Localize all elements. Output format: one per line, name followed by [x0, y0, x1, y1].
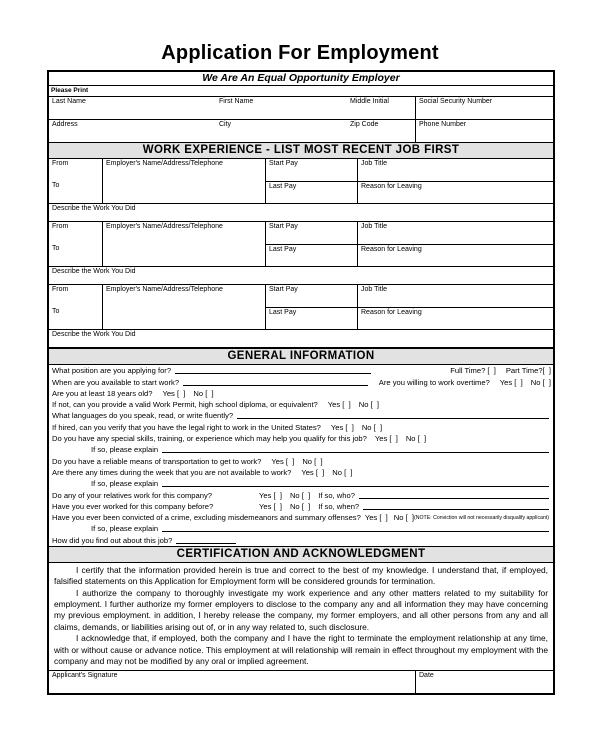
job2-job-title-field[interactable] — [358, 222, 553, 244]
application-form — [47, 70, 555, 695]
legal-yes-checkbox[interactable]: Yes [ ] — [330, 422, 354, 432]
first-name-label: First Name — [219, 98, 254, 105]
overtime-question: Are you willing to work overtime? — [378, 377, 490, 387]
full-time-checkbox[interactable]: Full Time? [ ] — [450, 366, 496, 376]
convicted-line — [49, 512, 553, 523]
job1-describe-field[interactable] — [49, 203, 553, 222]
age-line — [49, 388, 553, 399]
relatives-who-answer-line[interactable] — [359, 497, 549, 499]
job1-pay-column — [265, 159, 357, 203]
last-name-field[interactable] — [49, 97, 219, 119]
job3-dates-field[interactable] — [49, 285, 102, 329]
applicant-signature-field[interactable] — [49, 671, 415, 693]
find-out-question: How did you find out about this job? — [52, 535, 173, 545]
transportation-line — [49, 455, 553, 466]
job1-reason-field[interactable] — [358, 181, 553, 203]
applicant-signature-label: Applicant's Signature — [52, 672, 118, 680]
part-time-checkbox[interactable]: Part Time?[ ] — [505, 366, 551, 376]
name-row — [49, 97, 553, 119]
signature-row — [49, 670, 553, 693]
transport-yes-checkbox[interactable]: Yes [ ] — [271, 456, 295, 466]
date-label: Date — [419, 672, 434, 680]
availability-yes-checkbox[interactable]: Yes [ ] — [301, 467, 325, 477]
skills-explain-answer-line[interactable] — [162, 451, 549, 453]
convicted-explain-line — [49, 523, 553, 534]
work-permit-question: If not, can you provide a valid Work Permit, high school diploma, or equivalent? — [52, 400, 318, 410]
last-pay-label: Last Pay — [269, 246, 297, 253]
to-label: To — [52, 245, 60, 252]
availability-no-checkbox[interactable]: No [ ] — [332, 467, 353, 477]
availability-explain-answer-line[interactable] — [162, 485, 549, 487]
skills-yes-checkbox[interactable]: Yes [ ] — [374, 434, 398, 444]
job-title-label: Job Title — [361, 160, 388, 167]
address-label: Address — [52, 121, 78, 128]
worked-before-question: Have you ever worked for this company before? — [52, 501, 214, 511]
find-out-answer-line[interactable] — [176, 542, 236, 544]
middle-initial-field[interactable] — [350, 97, 415, 119]
conviction-note: (NOTE: Conviction will not necessarily disqualify applicant) — [414, 515, 549, 522]
explain-label: If so, please explain — [91, 479, 159, 489]
address-row — [49, 119, 553, 142]
skills-explain-line — [49, 444, 553, 455]
address-field[interactable] — [49, 120, 219, 142]
start-pay-label: Start Pay — [269, 160, 298, 167]
start-pay-label: Start Pay — [269, 286, 298, 293]
legal-right-line — [49, 421, 553, 432]
equal-opportunity-banner: We Are An Equal Opportunity Employer — [49, 72, 553, 86]
last-pay-label: Last Pay — [269, 309, 297, 316]
describe-label: Describe the Work You Did — [52, 331, 136, 338]
job2-employer-field[interactable] — [102, 222, 265, 266]
age-question: Are you at least 18 years old? — [52, 388, 153, 398]
job3-last-pay-field[interactable] — [266, 307, 357, 329]
job3-describe-field[interactable] — [49, 329, 553, 348]
job-block-1 — [49, 159, 553, 203]
job3-title-column — [357, 285, 553, 329]
city-label: City — [219, 121, 232, 128]
transport-no-checkbox[interactable]: No [ ] — [302, 456, 323, 466]
relatives-no-checkbox[interactable]: No [ ] — [289, 490, 311, 500]
job2-title-column — [357, 222, 553, 266]
legal-right-question: If hired, can you verify that you have the legal right to work in the United States? — [52, 422, 321, 432]
relatives-line — [49, 489, 553, 500]
job3-reason-field[interactable] — [358, 307, 553, 329]
relatives-who-label: If so, who? — [318, 490, 355, 500]
work-permit-line — [49, 399, 553, 410]
phone-field[interactable] — [415, 120, 553, 142]
job2-last-pay-field[interactable] — [266, 244, 357, 266]
start-work-answer-line[interactable] — [183, 384, 368, 386]
job2-describe-field[interactable] — [49, 266, 553, 285]
before-when-answer-line[interactable] — [363, 508, 549, 510]
middle-initial-label: Middle Initial — [350, 98, 389, 105]
job3-job-title-field[interactable] — [358, 285, 553, 307]
city-field[interactable] — [219, 120, 350, 142]
permit-yes-checkbox[interactable]: Yes [ ] — [327, 400, 351, 410]
from-label: From — [52, 223, 69, 230]
explain-label: If so, please explain — [91, 524, 159, 534]
job1-title-column — [357, 159, 553, 203]
job2-dates-field[interactable] — [49, 222, 102, 266]
job-title-label: Job Title — [361, 223, 388, 230]
job1-start-pay-field[interactable] — [266, 159, 357, 181]
employer-label: Employer's Name/Address/Telephone — [106, 160, 223, 167]
job2-pay-column — [265, 222, 357, 266]
languages-question: What languages do you speak, read, or write fluently? — [52, 411, 234, 421]
ssn-label: Social Security Number — [419, 98, 493, 105]
last-pay-label: Last Pay — [269, 183, 297, 190]
job2-reason-field[interactable] — [358, 244, 553, 266]
ssn-field[interactable] — [415, 97, 553, 119]
relatives-yes-checkbox[interactable]: Yes [ ] — [259, 490, 282, 500]
skills-question: Do you have any special skills, training, or experience which may help you qualify for this job? — [52, 434, 367, 444]
certification-section — [49, 563, 553, 671]
to-label: To — [52, 182, 60, 189]
age-yes-checkbox[interactable]: Yes [ ] — [162, 388, 186, 398]
page-title: Application For Employment — [161, 42, 439, 64]
job1-job-title-field[interactable] — [358, 159, 553, 181]
job1-last-pay-field[interactable] — [266, 181, 357, 203]
before-no-checkbox[interactable]: No [ ] — [289, 501, 311, 511]
general-information-header: GENERAL INFORMATION — [49, 348, 553, 365]
job3-pay-column — [265, 285, 357, 329]
overtime-yes-checkbox[interactable]: Yes [ ] — [499, 377, 523, 387]
reason-label: Reason for Leaving — [361, 246, 422, 253]
availability-question: Are there any times during the week that you are not available to work? — [52, 467, 292, 477]
reason-label: Reason for Leaving — [361, 183, 422, 190]
legal-no-checkbox[interactable]: No [ ] — [361, 422, 383, 432]
general-information-section — [49, 365, 553, 546]
job1-dates-field[interactable] — [49, 159, 102, 203]
describe-label: Describe the Work You Did — [52, 205, 136, 212]
permit-no-checkbox[interactable]: No [ ] — [358, 400, 379, 410]
from-label: From — [52, 160, 69, 167]
to-label: To — [52, 308, 60, 315]
position-answer-line[interactable] — [175, 372, 371, 374]
skills-no-checkbox[interactable]: No [ ] — [405, 434, 427, 444]
certification-header: CERTIFICATION AND ACKNOWLEDGMENT — [49, 546, 553, 563]
availability-line — [49, 467, 553, 478]
transportation-question: Do you have a reliable means of transportation to get to work? — [52, 456, 262, 466]
zip-field[interactable] — [350, 120, 415, 142]
date-field[interactable] — [415, 671, 553, 693]
reason-label: Reason for Leaving — [361, 309, 422, 316]
worked-before-line — [49, 501, 553, 512]
before-yes-checkbox[interactable]: Yes [ ] — [259, 501, 282, 511]
convicted-question: Have you ever been convicted of a crime, excluding misdemeanors and summary offenses? — [52, 513, 361, 523]
languages-line — [49, 410, 553, 421]
relatives-question: Do any of your relatives work for this company? — [52, 490, 212, 500]
job1-employer-field[interactable] — [102, 159, 265, 203]
start-work-question: When are you available to start work? — [52, 377, 180, 387]
overtime-no-checkbox[interactable]: No [ ] — [530, 377, 551, 387]
certification-paragraph-1: I certify that the information provided herein is true and correct to the best of my knowledge. I understand that, if employed, falsified statements on this Application for Employment form will be considered grounds for termination. — [54, 564, 548, 587]
work-experience-header: WORK EXPERIENCE - LIST MOST RECENT JOB FIRST — [49, 142, 553, 159]
position-question: What position are you applying for? — [52, 366, 172, 376]
explain-label: If so, please explain — [91, 445, 159, 455]
job-block-2 — [49, 222, 553, 266]
last-name-label: Last Name — [52, 98, 86, 105]
certification-paragraph-3: I acknowledge that, if employed, both the company and I have the right to terminate the employment relationship at any time, with or without cause or advance notice. This employment at will relationship will remain in effect throughout my employment with the company and may not be modified by any oral or implied agreement. — [54, 633, 548, 666]
job-title-label: Job Title — [361, 286, 388, 293]
skills-line — [49, 433, 553, 444]
convicted-yes-checkbox[interactable]: Yes [ ] — [364, 513, 388, 523]
from-label: From — [52, 286, 69, 293]
position-line — [49, 365, 553, 376]
describe-label: Describe the Work You Did — [52, 268, 136, 275]
employer-label: Employer's Name/Address/Telephone — [106, 286, 223, 293]
first-name-field[interactable] — [219, 97, 350, 119]
languages-answer-line[interactable] — [237, 417, 549, 419]
please-print-label: Please Print — [49, 86, 553, 97]
phone-label: Phone Number — [419, 121, 467, 128]
job-block-3 — [49, 285, 553, 329]
start-work-line — [49, 376, 553, 387]
job3-employer-field[interactable] — [102, 285, 265, 329]
start-pay-label: Start Pay — [269, 223, 298, 230]
certification-paragraph-2: I authorize the company to thoroughly investigate my work experience and any other matters related to my suitability for employment. I further authorize my former employers to disclose to the company any and all information they may have concerning my previous employment. in addition, I hereby release the company, my former employers, and all other persons from any and all claims, demands, or liabilities arising out of, or in any way related to, such disclosure. — [54, 587, 548, 632]
before-when-label: If so, when? — [318, 501, 360, 511]
job3-start-pay-field[interactable] — [266, 285, 357, 307]
find-out-line — [49, 534, 553, 545]
age-no-checkbox[interactable]: No [ ] — [193, 388, 214, 398]
employer-label: Employer's Name/Address/Telephone — [106, 223, 223, 230]
convicted-no-checkbox[interactable]: No [ ] — [393, 513, 415, 523]
job2-start-pay-field[interactable] — [266, 222, 357, 244]
convicted-explain-answer-line[interactable] — [162, 530, 549, 532]
availability-explain-line — [49, 478, 553, 489]
zip-label: Zip Code — [350, 121, 379, 128]
